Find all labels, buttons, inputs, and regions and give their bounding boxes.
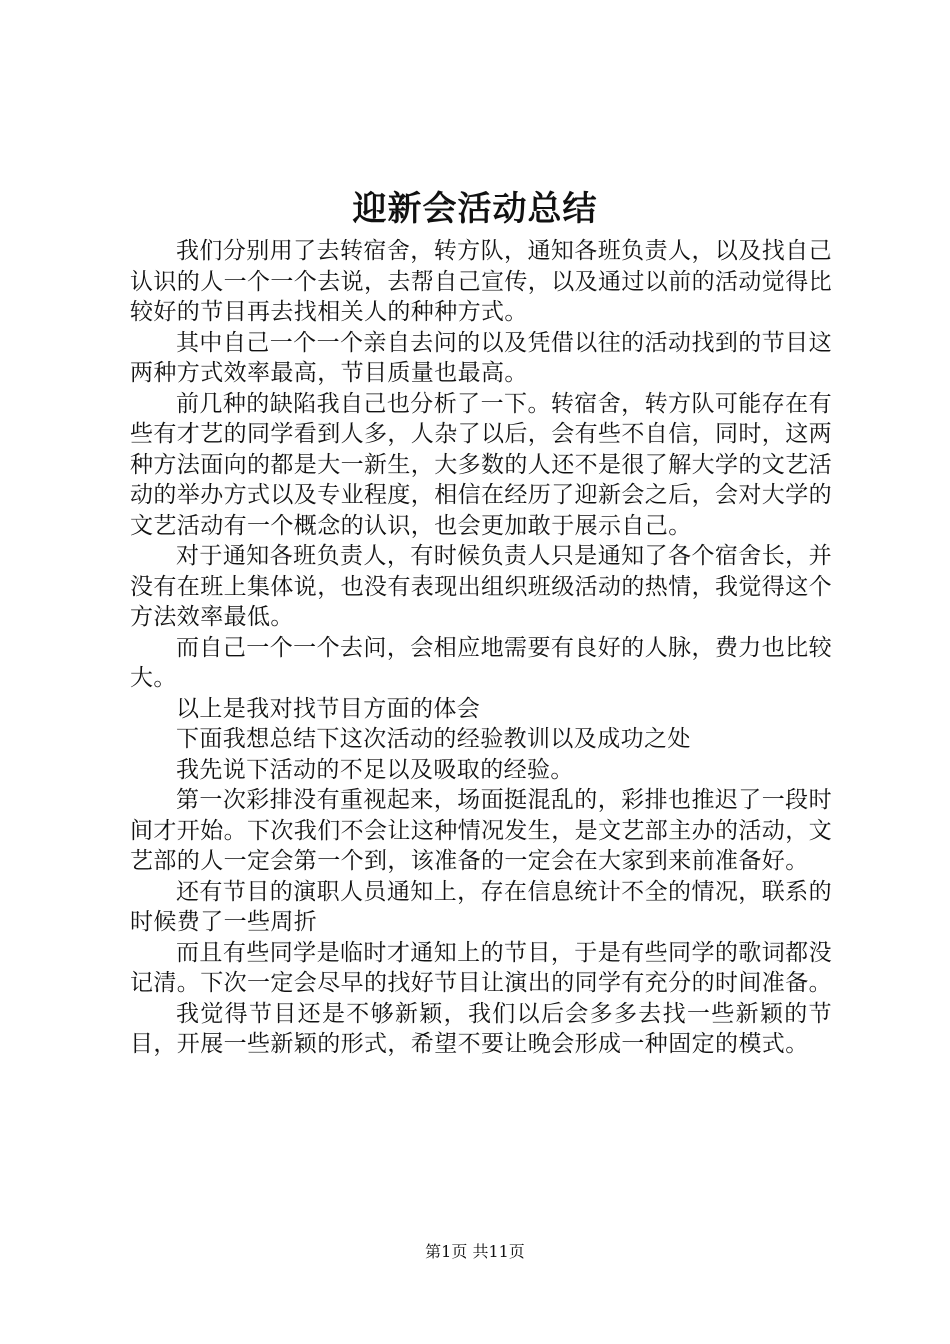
document-body	[130, 236, 832, 1060]
page-footer: 第1页 共11页	[425, 1242, 525, 1261]
paragraph-7: 下面我想总结下这次活动的经验教训以及成功之处	[176, 726, 691, 752]
paragraph-2: 其中自己一个一个亲自去问的以及凭借以往的活动找到的节目这两种方式效率最高，节目质量也最高。	[130, 329, 832, 386]
document-title: 迎新会活动总结	[352, 189, 598, 229]
paragraph-9: 第一次彩排没有重视起来，场面挺混乱的，彩排也推迟了一段时间才开始。下次我们不会让这种情况发生，是文艺部主办的活动，文艺部的人一定会第一个到，该准备的一定会在大家到来前准备好。	[130, 787, 832, 874]
paragraph-5: 而自己一个一个去问，会相应地需要有良好的人脉，费力也比较大。	[130, 634, 832, 691]
paragraph-12: 我觉得节目还是不够新颖，我们以后会多多去找一些新颖的节目，开展一些新颖的形式，希望不要让晚会形成一种固定的模式。	[130, 1000, 832, 1057]
paragraph-3: 前几种的缺陷我自己也分析了一下。转宿舍，转方队可能存在有些有才艺的同学看到人多，人杂了以后，会有些不自信，同时，这两种方法面向的都是大一新生，大多数的人还不是很了解大学的文艺活动的举办方式以及专业程度，相信在经历了迎新会之后，会对大学的文艺活动有一个概念的认识，也会更加敢于展示自己。	[130, 390, 832, 539]
paragraph-10: 还有节目的演职人员通知上，存在信息统计不全的情况，联系的时候费了一些周折	[130, 878, 832, 935]
paragraph-4: 对于通知各班负责人，有时候负责人只是通知了各个宿舍长，并没有在班上集体说，也没有表现出组织班级活动的热情，我觉得这个方法效率最低。	[130, 543, 832, 630]
paragraph-1: 我们分别用了去转宿舍，转方队，通知各班负责人，以及找自己认识的人一个一个去说，去帮自己宣传，以及通过以前的活动觉得比较好的节目再去找相关人的种种方式。	[130, 238, 832, 325]
paragraph-11: 而且有些同学是临时才通知上的节目，于是有些同学的歌词都没记清。下次一定会尽早的找好节目让演出的同学有充分的时间准备。	[130, 939, 832, 996]
paragraph-6: 以上是我对找节目方面的体会	[176, 695, 481, 722]
paragraph-8: 我先说下活动的不足以及吸取的经验。	[176, 756, 574, 783]
